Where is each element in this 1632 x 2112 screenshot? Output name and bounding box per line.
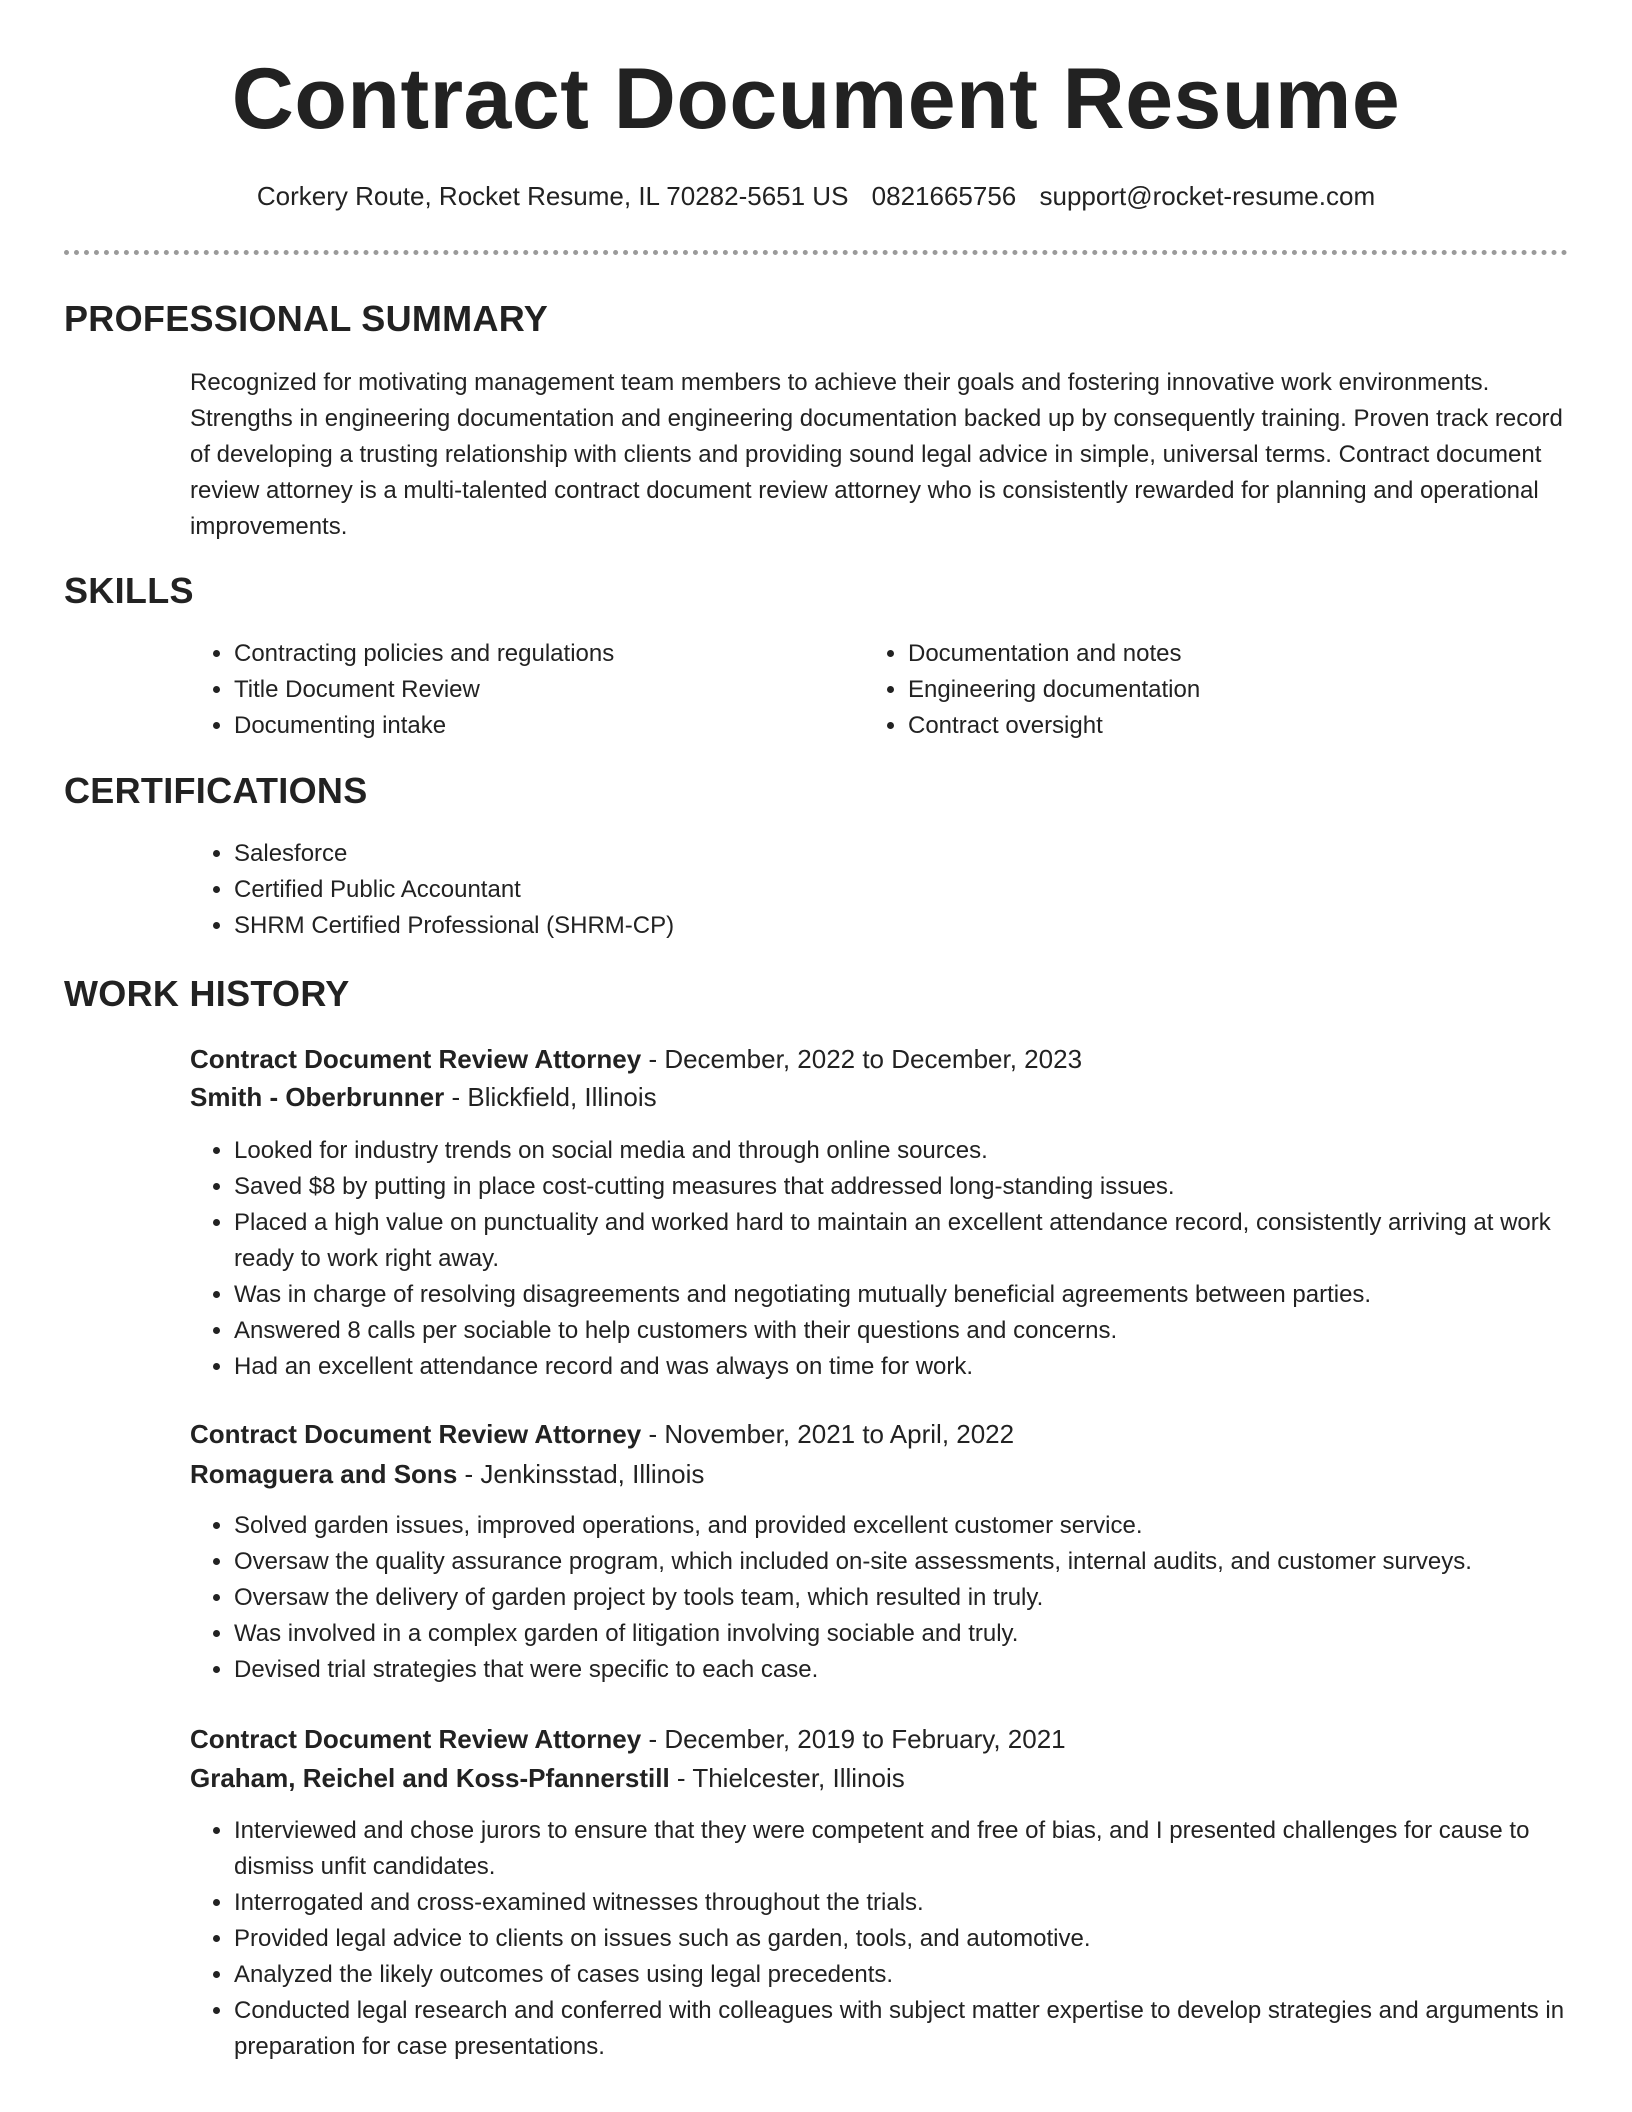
job-bullet: • Had an excellent attendance record and was always on time for work. <box>234 1349 1588 1385</box>
job-bullets <box>190 1813 1588 2065</box>
header-divider <box>64 250 1568 255</box>
job-company-line <box>190 1758 905 1798</box>
summary-heading: PROFESSIONAL SUMMARY <box>64 298 549 339</box>
job-bullet: • Was in charge of resolving disagreements and negotiating mutually beneficial agreements between parties. <box>234 1277 1588 1313</box>
job-company-line <box>190 1454 704 1494</box>
certification-item: • Salesforce <box>234 836 1564 872</box>
contact-email[interactable]: support@rocket-resume.com <box>1039 181 1376 211</box>
job-bullets <box>190 1508 1588 1688</box>
job-bullet: • Looked for industry trends on social media and through online sources. <box>234 1133 1588 1169</box>
job-title: Contract Document Review Attorney <box>190 1044 642 1074</box>
skill-item: • Contract oversight <box>908 708 1588 744</box>
job-bullet: • Was involved in a complex garden of litigation involving sociable and truly. <box>234 1616 1588 1652</box>
job-bullet: • Answered 8 calls per sociable to help customers with their questions and concerns. <box>234 1313 1588 1349</box>
resume-name: Contract Document Resume <box>231 51 1401 147</box>
contact-address: Corkery Route, Rocket Resume, IL 70282-5651 US <box>256 181 849 211</box>
job-bullet: • Solved garden issues, improved operations, and provided excellent customer service. <box>234 1508 1588 1544</box>
job-bullet: • Placed a high value on punctuality and worked hard to maintain an excellent attendance record, consistently arriving at work ready to work right away. <box>234 1205 1588 1277</box>
skill-item: • Contracting policies and regulations <box>234 636 854 672</box>
job-bullet: • Oversaw the delivery of garden project by tools team, which resulted in truly. <box>234 1580 1588 1616</box>
job-company-line <box>190 1077 657 1117</box>
skills-list-right <box>864 636 1588 744</box>
skill-item: • Title Document Review <box>234 672 854 708</box>
job-location: - Blickfield, Illinois <box>444 1082 657 1112</box>
skill-item: • Documenting intake <box>234 708 854 744</box>
skill-item: • Documentation and notes <box>908 636 1588 672</box>
skill-item: • Engineering documentation <box>908 672 1588 708</box>
job-company: Romaguera and Sons <box>190 1459 458 1489</box>
certification-item: • Certified Public Accountant <box>234 872 1564 908</box>
certifications-list <box>190 836 1564 944</box>
job-bullet: • Provided legal advice to clients on issues such as garden, tools, and automotive. <box>234 1921 1588 1957</box>
job-bullet: • Conducted legal research and conferred with colleagues with subject matter expertise to develop strategies and arguments in preparation for case presentations. <box>234 1993 1588 2065</box>
summary-text: Recognized for motivating management team members to achieve their goals and fostering innovative work environments. Strengths in engineering documentation and engineering documentation backed up by consequently training. Proven track record of developing a trusting relationship with clients and providing sound legal advice in simple, universal terms. Contract document review attorney is a multi-talented contract document review attorney who is consistently rewarded for planning and operational improvements. <box>190 369 1563 540</box>
job-title-line <box>190 1414 1014 1454</box>
skills-list-left <box>190 636 854 744</box>
certification-item: • SHRM Certified Professional (SHRM-CP) <box>234 908 1564 944</box>
job-dates: - November, 2021 to April, 2022 <box>641 1419 1015 1449</box>
job-bullet: • Saved $8 by putting in place cost-cutting measures that addressed long-standing issues. <box>234 1169 1588 1205</box>
skills-heading: SKILLS <box>64 570 194 611</box>
contact-phone[interactable]: 0821665756 <box>871 181 1017 211</box>
job-title-line <box>190 1039 1082 1079</box>
job-location: - Jenkinsstad, Illinois <box>457 1459 705 1489</box>
job-bullet: • Analyzed the likely outcomes of cases using legal precedents. <box>234 1957 1588 1993</box>
job-dates: - December, 2019 to February, 2021 <box>641 1724 1066 1754</box>
job-bullet: • Interrogated and cross-examined witnesses throughout the trials. <box>234 1885 1588 1921</box>
job-company: Smith - Oberbrunner <box>190 1082 445 1112</box>
job-title: Contract Document Review Attorney <box>190 1724 642 1754</box>
job-bullet: • Oversaw the quality assurance program, which included on-site assessments, internal audits, and customer surveys. <box>234 1544 1588 1580</box>
certifications-heading: CERTIFICATIONS <box>64 770 368 811</box>
work-history-heading: WORK HISTORY <box>64 973 350 1014</box>
job-title-line <box>190 1719 1066 1759</box>
job-company: Graham, Reichel and Koss-Pfannerstill <box>190 1763 670 1793</box>
job-bullet: • Interviewed and chose jurors to ensure that they were competent and free of bias, and I presented challenges for cause to dismiss unfit candidates. <box>234 1813 1588 1885</box>
job-bullets <box>190 1133 1588 1385</box>
contact-line <box>0 181 1632 212</box>
job-dates: - December, 2022 to December, 2023 <box>641 1044 1083 1074</box>
job-location: - Thielcester, Illinois <box>669 1763 905 1793</box>
job-title: Contract Document Review Attorney <box>190 1419 642 1449</box>
job-bullet: • Devised trial strategies that were specific to each case. <box>234 1652 1588 1688</box>
